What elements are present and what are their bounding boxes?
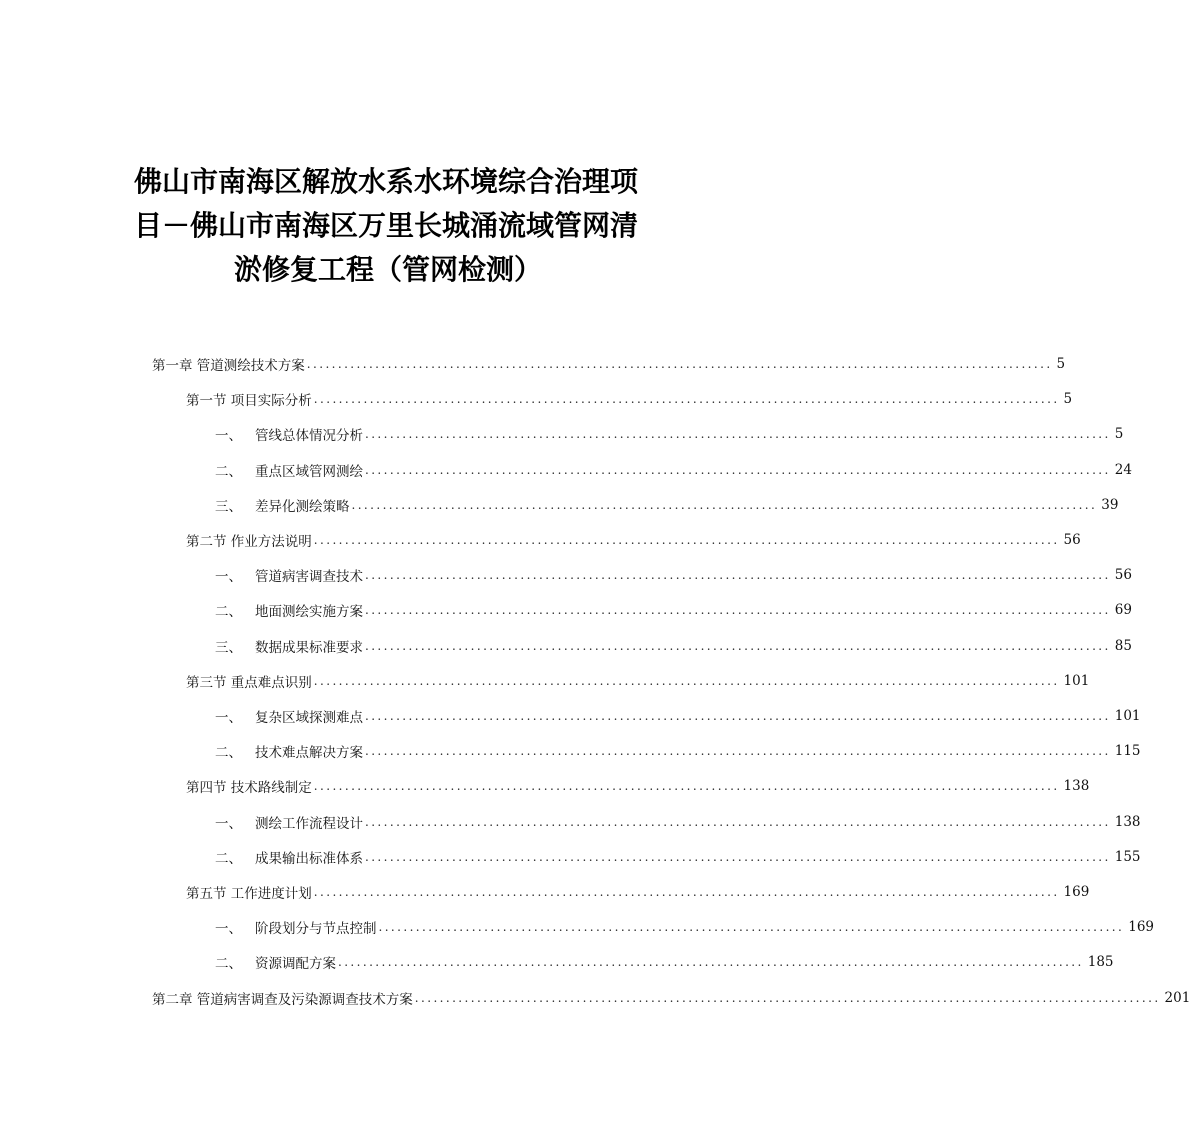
toc-entry-number: 一、 bbox=[215, 710, 242, 726]
toc-entry-number: 二、 bbox=[215, 745, 242, 762]
toc-leader-dots: ........................................................................................................................ bbox=[351, 497, 1098, 512]
toc-page-number: 5 bbox=[1056, 356, 1066, 372]
toc-entry[interactable] bbox=[215, 704, 1141, 728]
toc-entry-label bbox=[215, 460, 365, 480]
toc-entry-label bbox=[215, 847, 365, 867]
toc-entry[interactable] bbox=[215, 422, 1124, 446]
toc-entry-number: 二、 bbox=[215, 604, 242, 621]
toc-entry-text: 数据成果标准要求 bbox=[255, 639, 363, 656]
toc-entry-number: 三、 bbox=[215, 498, 242, 515]
toc-page-number: 56 bbox=[1114, 567, 1132, 584]
toc-entry-number: 一、 bbox=[215, 428, 242, 445]
toc-leader-dots: ........................................................................................................................ bbox=[414, 990, 1161, 1005]
toc-entry-text: 技术难点解决方案 bbox=[255, 745, 363, 762]
toc-entry-number: 二、 bbox=[215, 956, 242, 973]
toc-leader-dots: ........................................................................................................................ bbox=[365, 638, 1111, 653]
title-line-2: 目－佛山市南海区万里长城涌流域管网清 bbox=[134, 209, 639, 242]
toc-entry-text: 成果输出标准体系 bbox=[255, 850, 363, 867]
toc-leader-dots: ........................................................................................................................ bbox=[365, 568, 1111, 583]
toc-entry-number: 一、 bbox=[215, 569, 242, 586]
toc-entry-label bbox=[215, 952, 338, 972]
toc-page-number: 201 bbox=[1164, 989, 1190, 1006]
toc-entry-label bbox=[215, 812, 365, 832]
toc-entry-label bbox=[215, 600, 365, 620]
toc-leader-dots: ........................................................................................................................ bbox=[338, 955, 1084, 970]
toc-entry-label bbox=[215, 706, 365, 726]
toc-entry[interactable] bbox=[152, 986, 1190, 1010]
toc-entry-label: 第四节 技术路线制定 bbox=[186, 780, 312, 797]
title-line-3: 淤修复工程（管网检测） bbox=[234, 253, 543, 286]
toc-entry-label: 第一章 管道测绘技术方案 bbox=[152, 358, 305, 374]
toc-page-number: 101 bbox=[1063, 672, 1090, 689]
toc-entry-text: 资源调配方案 bbox=[255, 956, 336, 973]
toc-entry[interactable] bbox=[186, 669, 1090, 693]
toc-entry-label: 第五节 工作进度计划 bbox=[186, 886, 312, 902]
toc-leader-dots: ........................................................................................................................ bbox=[306, 357, 1053, 371]
toc-page-number: 115 bbox=[1114, 743, 1141, 760]
toc-page-number: 39 bbox=[1101, 496, 1119, 513]
toc-entry-number: 一、 bbox=[215, 815, 242, 832]
toc-entry-label bbox=[215, 565, 365, 585]
toc-entry-number: 二、 bbox=[215, 463, 242, 480]
toc-entry-text: 地面测绘实施方案 bbox=[255, 604, 363, 621]
toc-entry[interactable] bbox=[186, 774, 1090, 798]
toc-leader-dots: ........................................................................................................................ bbox=[313, 533, 1060, 547]
toc-leader-dots: ........................................................................................................................ bbox=[365, 427, 1111, 442]
toc-page-number: 5 bbox=[1114, 426, 1124, 443]
toc-entry-text: 阶段划分与节点控制 bbox=[255, 921, 377, 938]
toc-entry[interactable] bbox=[186, 528, 1081, 552]
toc-entry[interactable] bbox=[215, 915, 1155, 939]
toc-entry-text: 重点区域管网测绘 bbox=[255, 463, 363, 480]
toc-entry-label bbox=[215, 495, 352, 515]
toc-leader-dots: ........................................................................................................................ bbox=[313, 392, 1060, 407]
toc-entry[interactable] bbox=[215, 563, 1132, 587]
toc-leader-dots: ........................................................................................................................ bbox=[365, 814, 1111, 829]
toc-entry-text: 复杂区域探测难点 bbox=[255, 710, 363, 726]
toc-leader-dots: ........................................................................................................................ bbox=[365, 849, 1111, 864]
toc-entry-text: 测绘工作流程设计 bbox=[255, 815, 363, 832]
toc-page-number: 185 bbox=[1087, 954, 1114, 971]
toc-entry-number: 二、 bbox=[215, 850, 242, 867]
toc-entry-label bbox=[215, 741, 365, 761]
toc-page-number: 155 bbox=[1114, 848, 1141, 865]
toc-entry[interactable] bbox=[186, 387, 1073, 411]
toc-entry-label bbox=[215, 636, 365, 656]
toc-leader-dots: ........................................................................................................................ bbox=[313, 673, 1060, 688]
toc-entry-text: 差异化测绘策略 bbox=[255, 498, 350, 515]
toc-entry[interactable] bbox=[186, 880, 1090, 904]
toc-entry[interactable] bbox=[215, 634, 1132, 658]
toc-page-number: 69 bbox=[1114, 602, 1132, 619]
toc-page-number: 85 bbox=[1114, 637, 1132, 654]
toc-page-number: 169 bbox=[1128, 919, 1155, 936]
toc-entry[interactable] bbox=[215, 493, 1119, 517]
toc-leader-dots: ........................................................................................................................ bbox=[365, 744, 1111, 759]
toc-entry-label: 第二章 管道病害调查及污染源调查技术方案 bbox=[152, 991, 413, 1008]
toc-entry-number: 一、 bbox=[215, 921, 242, 938]
toc-entry-label bbox=[215, 917, 379, 937]
toc-entry[interactable] bbox=[215, 845, 1141, 869]
toc-entry[interactable] bbox=[215, 810, 1141, 834]
toc-entry[interactable] bbox=[215, 739, 1141, 763]
toc-entry[interactable] bbox=[152, 352, 1066, 376]
toc-leader-dots: ........................................................................................................................ bbox=[365, 462, 1111, 477]
toc-page-number: 56 bbox=[1063, 532, 1081, 548]
document-title bbox=[120, 160, 680, 292]
toc-leader-dots: ........................................................................................................................ bbox=[378, 920, 1125, 935]
toc-entry-label: 第二节 作业方法说明 bbox=[186, 534, 312, 550]
toc-page-number: 24 bbox=[1114, 461, 1132, 478]
toc-page-number: 138 bbox=[1063, 778, 1090, 795]
toc-leader-dots: ........................................................................................................................ bbox=[365, 709, 1111, 723]
toc-page-number: 138 bbox=[1114, 813, 1141, 830]
toc-entry[interactable] bbox=[215, 458, 1132, 482]
toc-leader-dots: ........................................................................................................................ bbox=[313, 779, 1060, 794]
toc-entry-label: 第一节 项目实际分析 bbox=[186, 393, 312, 410]
toc-entry[interactable] bbox=[215, 598, 1132, 622]
toc-entry-label: 第三节 重点难点识别 bbox=[186, 674, 312, 691]
toc-leader-dots: ........................................................................................................................ bbox=[365, 603, 1111, 618]
toc-entry-number: 三、 bbox=[215, 639, 242, 656]
toc-entry[interactable] bbox=[215, 950, 1114, 974]
toc-leader-dots: ........................................................................................................................ bbox=[313, 885, 1060, 899]
toc-page-number: 5 bbox=[1063, 391, 1073, 408]
toc-page-number: 169 bbox=[1063, 884, 1090, 900]
toc-page-number: 101 bbox=[1114, 708, 1141, 724]
toc-entry-label bbox=[215, 424, 365, 444]
toc-entry-text: 管道病害调查技术 bbox=[255, 569, 363, 586]
title-line-1: 佛山市南海区解放水系水环境综合治理项 bbox=[134, 165, 639, 198]
toc-entry-text: 管线总体情况分析 bbox=[255, 428, 363, 445]
